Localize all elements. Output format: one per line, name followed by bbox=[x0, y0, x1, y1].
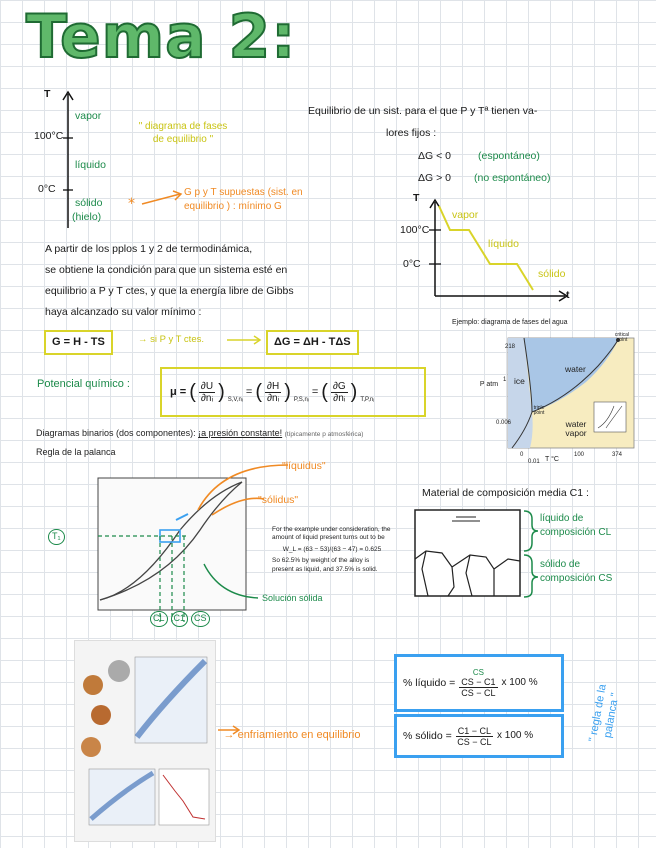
cooling-liquido: líquido bbox=[488, 238, 519, 250]
binary-header-note: (típicamente p atmosférica) bbox=[284, 431, 364, 438]
equilibrium-line1: Equilibrio de un sist. para el que P y Tª tienen va- bbox=[308, 105, 538, 117]
partial-u bbox=[199, 381, 215, 404]
frac-den: CS − CL bbox=[457, 736, 492, 747]
example-equation: W_L = (63 − 53)/(63 − 47) = 0.625 bbox=[282, 545, 382, 553]
lever-rule-note: " regla de la palanca " bbox=[586, 683, 622, 743]
solid-fraction bbox=[456, 726, 493, 747]
lever-example-text bbox=[272, 526, 392, 574]
cooling-vapor: vapor bbox=[452, 209, 479, 221]
water-ylabel: P atm bbox=[479, 381, 499, 388]
page-title: Tema 2: bbox=[26, 2, 297, 72]
cond-spontaneous: ΔG < 0 bbox=[418, 150, 451, 162]
solid-solution-arrow bbox=[200, 560, 270, 605]
water-triple: triple point bbox=[533, 405, 545, 416]
label-solidus: "sólidus" bbox=[258, 494, 299, 506]
water-xlabel: T °C bbox=[545, 456, 559, 463]
material-microstructure bbox=[414, 509, 522, 599]
equilibrium-cooling-figure bbox=[74, 640, 216, 842]
paragraph-line: haya alcanzado su valor mínimo : bbox=[45, 306, 202, 318]
eq-gibbs: G = H - TS bbox=[44, 330, 113, 355]
water-x100: 100 bbox=[574, 452, 585, 458]
water-y1: 1 bbox=[503, 377, 507, 383]
frac-sub: T,P,nⱼ bbox=[360, 396, 375, 403]
example-line: For the example under consideration, the amount of liquid present turns out to be bbox=[272, 526, 391, 542]
orange-arrow bbox=[128, 186, 188, 216]
label-liquido: líquido bbox=[75, 159, 106, 171]
label-t1: T₁ bbox=[48, 529, 65, 545]
lever-solid-box bbox=[394, 714, 564, 758]
material-braces bbox=[522, 509, 540, 599]
label-vapor: vapor bbox=[75, 110, 102, 122]
svg-text:*: * bbox=[128, 196, 135, 212]
water-ice: ice bbox=[514, 376, 525, 386]
frac-num: ∂G bbox=[332, 380, 346, 392]
liquid-composition-note: líquido de composición CL bbox=[540, 513, 612, 538]
partial-h bbox=[265, 381, 281, 404]
t-axis-label: T bbox=[44, 88, 51, 100]
cooling-figure-graphic bbox=[75, 641, 215, 841]
water-x001: 0.01 bbox=[528, 459, 540, 465]
frac-den: ∂nᵢ bbox=[333, 392, 346, 404]
cond-nonspontaneous: ΔG > 0 bbox=[418, 172, 451, 184]
frac-num: ∂H bbox=[267, 380, 280, 392]
frac-sub: S,V,nⱼ bbox=[227, 396, 243, 403]
label-cl: CL bbox=[150, 611, 168, 627]
cooling-note: → enfriamiento en equilibrio bbox=[223, 729, 361, 741]
cooling-t-axis: T bbox=[413, 192, 420, 204]
cooling-label-0c: 0°C bbox=[403, 258, 421, 270]
composition-labels bbox=[150, 611, 210, 627]
partial-g bbox=[331, 381, 348, 404]
water-x374: 374 bbox=[612, 452, 623, 458]
water-phase-diagram bbox=[468, 332, 640, 462]
water-y218: 218 bbox=[505, 344, 516, 350]
frac-num: CS − C1 bbox=[461, 677, 496, 687]
frac-den: ∂nᵢ bbox=[200, 392, 214, 404]
frac-num: C1 − CL bbox=[457, 725, 492, 736]
frac-den: ∂nᵢ bbox=[267, 392, 280, 404]
frac-den: CS − CL bbox=[461, 688, 496, 698]
water-y0006: 0.006 bbox=[496, 420, 512, 426]
paragraph-line: equilibrio a P y T ctes, y que la energía libre de Gibbs bbox=[45, 285, 294, 297]
cooling-time-axis: t bbox=[566, 289, 570, 301]
pct-solid-label: % sólido = bbox=[403, 729, 452, 742]
cond-spontaneous-note: (espontáneo) bbox=[478, 150, 540, 162]
note-min-g: G p y T supuestas (sist. en equilibrio ) : mínimo G bbox=[184, 187, 303, 212]
frac-num: ∂U bbox=[200, 380, 214, 392]
label-hielo: (hielo) bbox=[72, 211, 102, 223]
label-liquidus: "líquidus" bbox=[282, 460, 326, 472]
water-critical: critical point bbox=[614, 332, 630, 343]
lever-liquid-box bbox=[394, 654, 564, 712]
lever-rule-title: Regla de la palanca bbox=[36, 447, 116, 457]
times-100-sol: x 100 % bbox=[497, 730, 534, 742]
example-line: So 62.5% by weight of the alloy is present as liquid, and 37.5% is solid. bbox=[272, 557, 378, 573]
cond-nonspontaneous-note: (no espontáneo) bbox=[474, 172, 551, 184]
water-x0: 0 bbox=[520, 452, 524, 458]
label-c1: C1 bbox=[171, 611, 189, 627]
note-phase-diagram: " diagrama de fases de equilibrio " bbox=[138, 121, 228, 145]
label-solid-solution: Solución sólida bbox=[262, 593, 323, 603]
water-vapor: water vapor bbox=[565, 419, 587, 439]
binary-header-text: Diagramas binarios (dos componentes): bbox=[36, 428, 199, 438]
label-0c: 0°C bbox=[38, 183, 56, 195]
pct-liquid-label: % líquido = bbox=[403, 676, 456, 689]
solid-composition-note: sólido de composición CS bbox=[540, 559, 613, 584]
frac-sub: P,S,nⱼ bbox=[293, 396, 309, 403]
liquid-fraction bbox=[459, 668, 497, 698]
mu-symbol: μ = bbox=[170, 386, 187, 398]
cooling-label-100c: 100°C bbox=[400, 224, 430, 236]
binary-header-emphasis: ¡a presión constante! bbox=[198, 428, 283, 438]
paragraph-line: A partir de los pplos 1 y 2 de termodinámica, bbox=[45, 243, 253, 255]
binary-header bbox=[36, 428, 363, 438]
label-cs: CS bbox=[191, 611, 210, 627]
yellow-arrow bbox=[225, 334, 265, 346]
label-100c: 100°C bbox=[34, 130, 64, 142]
times-100-liq: x 100 % bbox=[501, 677, 538, 689]
material-title: Material de composición media C1 : bbox=[422, 487, 589, 499]
frac-top: CS bbox=[472, 668, 484, 677]
paragraph-line: se obtiene la condición para que un sistema esté en bbox=[45, 264, 288, 276]
equilibrium-line2: lores fijos : bbox=[386, 127, 437, 139]
cooling-solido: sólido bbox=[538, 268, 566, 280]
eq-delta-gibbs: ΔG = ΔH - TΔS bbox=[266, 330, 359, 355]
eq-condition-note: → si P y T ctes. bbox=[138, 334, 204, 345]
thermo-paragraph bbox=[45, 239, 385, 323]
water-diagram-caption: Ejemplo: diagrama de fases del agua bbox=[452, 319, 568, 326]
label-solido: sólido bbox=[75, 197, 103, 209]
chem-potential-box: μ = ( $\frac{\partial U}{\text{∂nᵢ}}$ ) $_{S,V,nⱼ}$ = ( $\frac{\partial H}{\text{∂nᵢ}}$ ) $_{P,S,nⱼ}$ = ( $\frac{\partial G}{\text{∂nᵢ}}$ ) $_{T,P,nⱼ}$ bbox=[160, 367, 426, 417]
chem-potential-label: Potencial químico : bbox=[37, 378, 130, 390]
water-water: water bbox=[565, 364, 586, 374]
